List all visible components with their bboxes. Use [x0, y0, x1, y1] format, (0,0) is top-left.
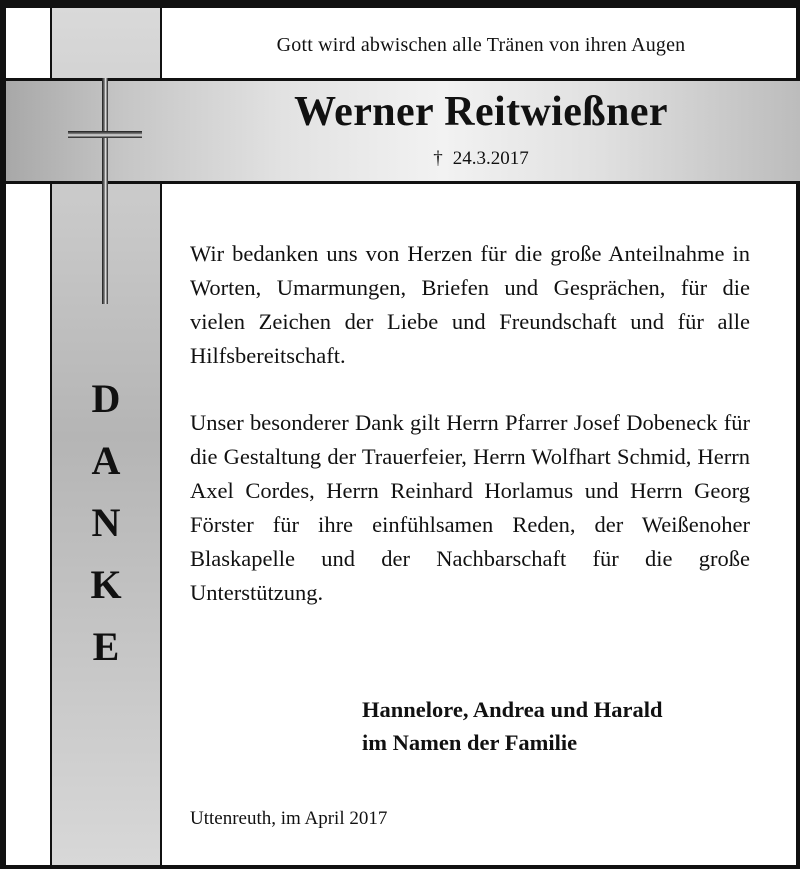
- danke-letter-a: A: [91, 438, 121, 483]
- dagger-icon: †: [433, 148, 443, 169]
- motto-quote: Gott wird abwischen alle Tränen von ihren Augen: [276, 34, 686, 56]
- danke-letter-d: D: [91, 376, 121, 421]
- signers-names: Hannelore, Andrea und Harald: [362, 697, 663, 722]
- thanks-paragraph-1: Wir bedanken uns von Herzen für die große Anteilnahme in Worten, Umarmungen, Briefen und Gesprächen, für die vielen Zeichen der Liebe und Freundschaft und für alle Hilfsbereitschaft.: [190, 241, 750, 368]
- signers: [362, 693, 782, 759]
- thanks-paragraph-2: Unser besonderer Dank gilt Herrn Pfarrer Josef Dobeneck für die Gestaltung der Trauerfeier, Herrn Wolfhart Schmid, Herrn Axel Cordes, Herrn Reinhard Horlamus und Herrn Georg Förster für ihre einfühlsamen Reden, der Weißenoher Blaskapelle und der Nachbarschaft für die große Unterstützung.: [190, 410, 750, 605]
- place-and-date: Uttenreuth, im April 2017: [190, 808, 388, 829]
- danke-letter-k: K: [90, 562, 122, 607]
- cross-icon: [66, 78, 146, 308]
- signers-family: im Namen der Familie: [362, 730, 578, 755]
- danke-vertical: [50, 368, 162, 678]
- death-date: 24.3.2017: [452, 148, 529, 169]
- deceased-name: Werner Reitwießner: [294, 89, 668, 135]
- danke-letter-e: E: [92, 624, 120, 669]
- danke-letter-n: N: [91, 500, 121, 545]
- death-date-line: [162, 148, 800, 170]
